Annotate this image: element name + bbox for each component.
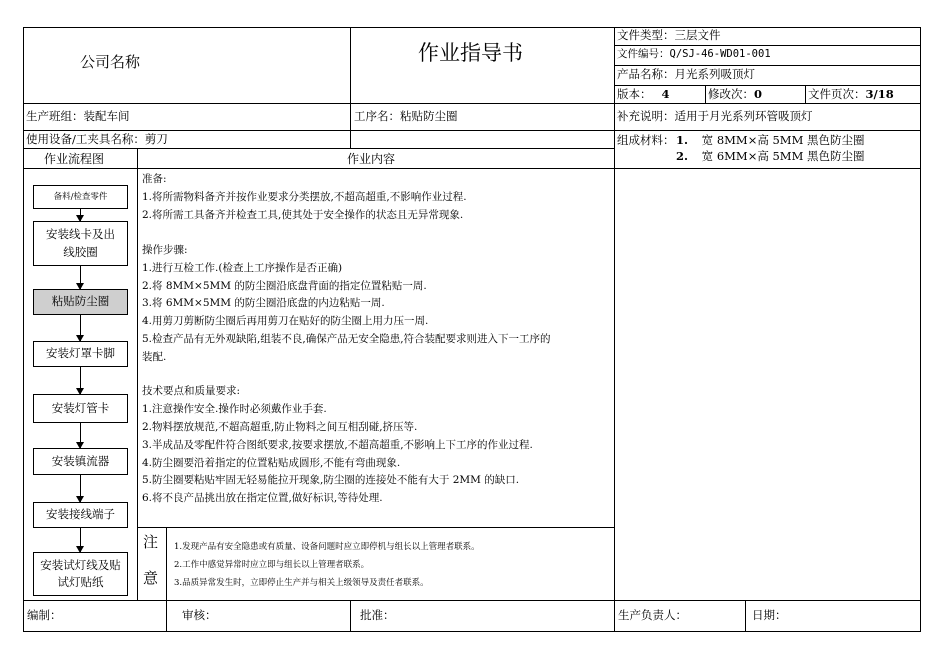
flow-arrow	[80, 315, 81, 341]
revision-label: 修改次：	[708, 87, 754, 101]
material-item	[676, 135, 865, 147]
grid-line	[350, 600, 351, 632]
flow-step: 备料/检查零件	[33, 185, 128, 209]
tech-item: 4.防尘圈要沿着指定的位置粘贴成圆形,不能有弯曲现象.	[142, 457, 401, 469]
flow-step: 安装试灯线及贴试灯贴纸	[33, 552, 128, 596]
step-item: 5.检查产品有无外观缺陷,组装不良,确保产品无安全隐患,符合装配要求则进入下一工序的	[142, 333, 551, 345]
tech-title: 技术要点和质量要求:	[142, 385, 241, 397]
revision	[708, 89, 762, 101]
step-item: 1.进行互检工作.(检查上工序操作是否正确)	[142, 262, 343, 274]
material-no: 1.	[676, 133, 689, 147]
grid-line	[166, 600, 167, 632]
grid-line	[23, 130, 921, 131]
grid-line	[23, 103, 921, 104]
flow-arrow	[80, 367, 81, 394]
step-item: 4.用剪刀剪断防尘圈后再用剪刀在贴好的防尘圈上用力压一周.	[142, 315, 429, 327]
doc-number: 文件编号：Q/SJ-46-WD01-001	[617, 48, 771, 60]
grid-line	[166, 527, 167, 600]
supplement-note: 补充说明：适用于月光系列环管吸顶灯	[617, 109, 813, 123]
note-label-top: 注	[143, 533, 159, 551]
tech-item: 6.将不良产品挑出放在指定位置,做好标识,等待处理.	[142, 492, 383, 504]
flow-arrow	[80, 266, 81, 289]
production-team: 生产班组：装配车间	[26, 109, 130, 123]
note-label-bottom: 意	[143, 569, 159, 587]
flow-step: 安装镇流器	[33, 448, 128, 475]
version	[617, 89, 670, 101]
material-text: 宽 6MM×高 5MM 黑色防尘圈	[701, 149, 865, 163]
flow-step: 安装接线端子	[33, 502, 128, 528]
tech-item: 3.半成品及零配件符合图纸要求,按要求摆放,不超高超重,不影响上下工序的作业过程.	[142, 439, 533, 451]
tech-item: 5.防尘圈要粘贴牢固无轻易能拉开现象,防尘圈的连接处不能有大于 2MM 的缺口.	[142, 474, 520, 486]
process-name: 工序名：粘贴防尘圈	[354, 109, 458, 123]
date: 日期：	[752, 608, 787, 622]
grid-line	[745, 600, 746, 632]
compiled-by: 编制：	[27, 608, 62, 622]
reviewed-by: 审核：	[182, 608, 217, 622]
grid-line	[614, 27, 615, 632]
version-label: 版本：	[617, 87, 652, 101]
flow-step: 安装灯罩卡脚	[33, 341, 128, 367]
step-item: 2.将 8MM×5MM 的防尘圈沿底盘背面的指定位置粘贴一周.	[142, 280, 427, 292]
flow-arrow	[80, 423, 81, 448]
material-no: 2.	[676, 149, 689, 163]
grid-line	[614, 65, 921, 66]
flow-arrow	[80, 475, 81, 502]
note-item: 1.发现产品有安全隐患或有质量、设备问题时应立即停机与组长以上管理者联系。	[174, 542, 480, 552]
note-item: 2.工作中感觉异常时应立即与组长以上管理者联系。	[174, 560, 370, 570]
material-item	[676, 151, 865, 163]
doc-type: 文件类型：三层文件	[617, 28, 721, 42]
grid-line	[805, 85, 806, 103]
content-column-header: 作业内容	[347, 152, 396, 166]
materials-label: 组成材料：	[617, 133, 675, 147]
tech-item: 1.注意操作安全.操作时必须戴作业手套.	[142, 403, 327, 415]
flow-step-current: 粘贴防尘圈	[33, 289, 128, 315]
grid-line	[23, 600, 921, 601]
company-name: 公司名称	[80, 53, 141, 71]
flow-column-header: 作业流程图	[44, 152, 105, 166]
page-number	[808, 89, 894, 101]
document-title: 作业指导书	[418, 41, 523, 65]
product-name: 产品名称：月光系列吸顶灯	[617, 67, 755, 81]
grid-line	[137, 527, 614, 528]
grid-line	[23, 148, 614, 149]
grid-line	[614, 85, 921, 86]
step-item: 3.将 6MM×5MM 的防尘圈沿底盘的内边粘贴一周.	[142, 297, 385, 309]
step-item: 装配.	[142, 351, 167, 363]
grid-line	[23, 168, 921, 169]
page-label: 文件页次：	[808, 87, 866, 101]
material-text: 宽 8MM×高 5MM 黑色防尘圈	[701, 133, 865, 147]
production-responsible: 生产负责人：	[618, 608, 687, 622]
revision-value: 0	[754, 87, 763, 101]
prep-title: 准备:	[142, 173, 167, 185]
grid-line	[137, 148, 138, 600]
prep-item: 1.将所需物料备齐并按作业要求分类摆放,不超高超重,不影响作业过程.	[142, 191, 467, 203]
grid-line	[614, 45, 921, 46]
note-item: 3.品质异常发生时，立即停止生产并与相关上级领导及责任者联系。	[174, 578, 429, 588]
page-value: 3/18	[865, 87, 894, 101]
flow-arrow	[80, 528, 81, 552]
steps-title: 操作步骤:	[142, 244, 188, 256]
flow-arrow	[80, 209, 81, 221]
approved-by: 批准：	[360, 608, 395, 622]
grid-line	[705, 85, 706, 103]
prep-item: 2.将所需工具备齐并检查工具,使其处于安全操作的状态且无异常现象.	[142, 209, 464, 221]
version-value: 4	[661, 87, 670, 101]
flow-step: 安装灯管卡	[33, 394, 128, 423]
flow-step: 安装线卡及出线胶圈	[33, 221, 128, 266]
equipment: 使用设备/工夹具名称：剪刀	[26, 132, 168, 146]
tech-item: 2.物料摆放规范,不超高超重,防止物料之间互相刮碰,挤压等.	[142, 421, 418, 433]
